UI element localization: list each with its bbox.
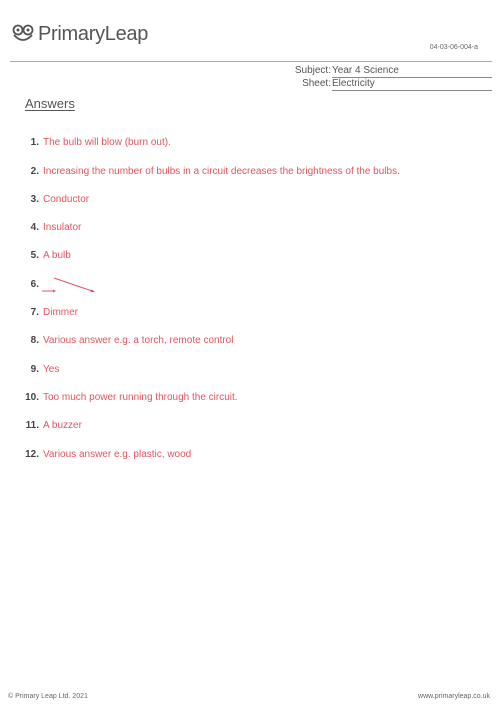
answer-number: 1. bbox=[30, 137, 39, 148]
frog-logo-icon bbox=[12, 24, 34, 44]
diagonal-arrow bbox=[54, 278, 92, 291]
answer-number: 11. bbox=[25, 420, 39, 431]
answer-text: Too much power running through the circuit. bbox=[43, 392, 238, 403]
subject-value: Year 4 Science bbox=[332, 65, 492, 78]
answer-text: Increasing the number of bulbs in a circuit decreases the brightness of the bulbs. bbox=[43, 166, 400, 177]
answer-text: A buzzer bbox=[43, 420, 82, 431]
answer-text: A bulb bbox=[43, 250, 71, 261]
answer-number: 12. bbox=[25, 449, 39, 460]
answer-item bbox=[0, 364, 500, 380]
reference-code: 04-03-06-004-a bbox=[429, 44, 478, 51]
page-title: Answers bbox=[25, 96, 75, 111]
answer-item bbox=[0, 392, 500, 408]
answer-text: Various answer e.g. a torch, remote control bbox=[43, 335, 234, 346]
answer-number: 3. bbox=[30, 194, 39, 205]
answer-number: 9. bbox=[30, 364, 39, 375]
footer-copyright: © Primary Leap Ltd. 2021 bbox=[8, 693, 88, 700]
header-divider bbox=[10, 61, 492, 62]
short-arrow-head-icon bbox=[53, 290, 56, 293]
answer-text: Insulator bbox=[43, 222, 82, 233]
subject-row bbox=[0, 65, 500, 79]
answer-item bbox=[0, 222, 500, 238]
answer-item bbox=[0, 137, 500, 153]
diagonal-arrow-head-icon bbox=[91, 289, 95, 292]
sheet-row bbox=[0, 78, 500, 92]
sheet-value: Electricity bbox=[332, 78, 492, 91]
answer-number: 6. bbox=[30, 279, 39, 290]
answer-item bbox=[0, 166, 500, 182]
answer-number: 10. bbox=[25, 392, 39, 403]
answer-item bbox=[0, 420, 500, 436]
answer-text: Yes bbox=[43, 364, 60, 375]
answer-number: 8. bbox=[30, 335, 39, 346]
answer-item bbox=[0, 250, 500, 266]
answer-item bbox=[0, 307, 500, 323]
answer-number: 4. bbox=[30, 222, 39, 233]
answer-text: Various answer e.g. plastic, wood bbox=[43, 449, 192, 460]
brand-logo bbox=[12, 22, 148, 46]
subject-label: Subject: bbox=[294, 65, 331, 76]
answer-text: Conductor bbox=[43, 194, 90, 205]
answer-text: Dimmer bbox=[43, 307, 78, 318]
answer-item bbox=[0, 194, 500, 210]
answer-text: The bulb will blow (burn out). bbox=[43, 137, 171, 148]
brand-name: PrimaryLeap bbox=[38, 22, 149, 45]
sheet-label: Sheet: bbox=[302, 78, 331, 89]
answer-number: 7. bbox=[30, 307, 39, 318]
matching-arrows-answer bbox=[40, 274, 100, 298]
answer-item bbox=[0, 335, 500, 351]
answer-number: 5. bbox=[30, 250, 39, 261]
answer-number: 2. bbox=[30, 166, 39, 177]
footer-website-link[interactable]: www.primaryleap.co.uk bbox=[418, 693, 490, 700]
answer-item bbox=[0, 449, 500, 465]
